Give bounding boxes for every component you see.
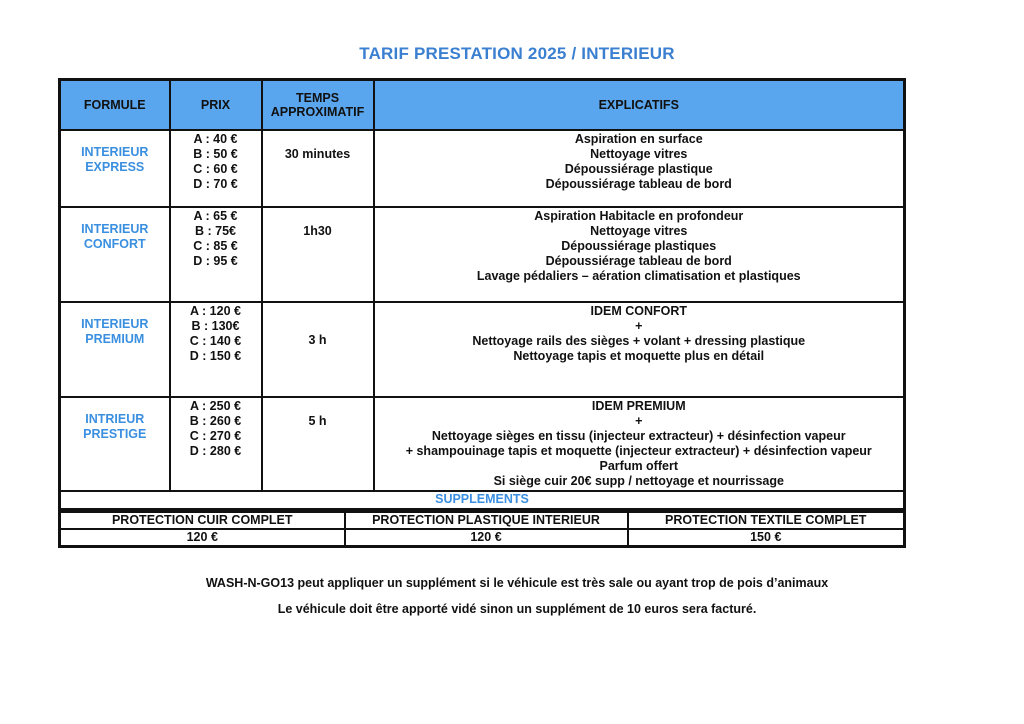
header-explicatifs: EXPLICATIFS bbox=[374, 80, 905, 131]
formule-line: PRESTIGE bbox=[83, 427, 147, 441]
prix-cell bbox=[170, 130, 262, 207]
prix-line: A : 250 € bbox=[190, 399, 241, 413]
supplement-price: 120 € bbox=[345, 529, 628, 547]
prix-cell bbox=[170, 397, 262, 491]
footer-note: Le véhicule doit être apporté vidé sinon un supplément de 10 euros sera facturé. bbox=[277, 602, 757, 616]
supplement-label: PROTECTION PLASTIQUE INTERIEUR bbox=[345, 512, 628, 530]
supplement-label: PROTECTION TEXTILE COMPLET bbox=[628, 512, 905, 530]
explicatif-line: IDEM PREMIUM bbox=[591, 399, 686, 413]
explicatifs-cell bbox=[374, 302, 905, 397]
prix-cell bbox=[170, 302, 262, 397]
prix-line: A : 120 € bbox=[190, 304, 241, 318]
prix-cell bbox=[170, 207, 262, 302]
pricing-table bbox=[58, 78, 906, 511]
explicatif-line: IDEM CONFORT bbox=[590, 304, 688, 318]
supplements-heading: SUPPLEMENTS bbox=[60, 491, 905, 510]
explicatif-line: Nettoyage sièges en tissu (injecteur extracteur) + désinfection vapeur bbox=[431, 429, 846, 443]
explicatif-line: + bbox=[635, 319, 643, 333]
formule-line: INTERIEUR bbox=[81, 222, 149, 236]
table-row bbox=[60, 130, 905, 207]
formule-line: INTERIEUR bbox=[81, 317, 149, 331]
prix-line: B : 75€ bbox=[195, 224, 236, 238]
prix-line: A : 40 € bbox=[193, 132, 238, 146]
explicatif-line: Dépoussiérage plastiques bbox=[561, 239, 717, 253]
formule-cell bbox=[60, 207, 170, 302]
explicatif-line: Parfum offert bbox=[599, 459, 678, 473]
formule-cell bbox=[60, 397, 170, 491]
prix-line: A : 65 € bbox=[193, 209, 238, 223]
temps-cell: 30 minutes bbox=[262, 130, 374, 207]
prix-line: C : 140 € bbox=[189, 334, 242, 348]
formule-line: CONFORT bbox=[83, 237, 146, 251]
explicatif-line: Dépoussiérage plastique bbox=[564, 162, 713, 176]
header-formule: FORMULE bbox=[60, 80, 170, 131]
formule-cell bbox=[60, 302, 170, 397]
pricing-table-header bbox=[60, 80, 905, 131]
explicatif-line: Nettoyage vitres bbox=[590, 224, 688, 238]
prix-line: B : 50 € bbox=[193, 147, 238, 161]
formule-line: EXPRESS bbox=[85, 160, 145, 174]
explicatif-line: Dépoussiérage tableau de bord bbox=[545, 254, 732, 268]
header-temps bbox=[262, 80, 374, 131]
temps-cell: 1h30 bbox=[262, 207, 374, 302]
supplement-price: 150 € bbox=[628, 529, 905, 547]
explicatif-line: Aspiration en surface bbox=[574, 132, 703, 146]
explicatifs-cell bbox=[374, 207, 905, 302]
supplements-prices-row bbox=[60, 529, 905, 547]
prix-line: C : 60 € bbox=[193, 162, 238, 176]
footer-note: WASH-N-GO13 peut appliquer un supplément si le véhicule est très sale ou ayant trop de pois d’animaux bbox=[205, 576, 829, 590]
explicatif-line: Nettoyage tapis et moquette plus en détail bbox=[513, 349, 765, 363]
explicatif-line: + bbox=[635, 414, 643, 428]
supplements-labels-row bbox=[60, 512, 905, 530]
table-row bbox=[60, 397, 905, 491]
formule-cell bbox=[60, 130, 170, 207]
temps-cell: 3 h bbox=[262, 302, 374, 397]
formule-line: PREMIUM bbox=[85, 332, 145, 346]
explicatifs-cell bbox=[374, 130, 905, 207]
supplement-label: PROTECTION CUIR COMPLET bbox=[60, 512, 345, 530]
header-temps-line2: APPROXIMATIF bbox=[270, 105, 365, 119]
table-row bbox=[60, 302, 905, 397]
explicatifs-cell bbox=[374, 397, 905, 491]
explicatif-line: Nettoyage vitres bbox=[590, 147, 688, 161]
header-temps-line1: TEMPS bbox=[295, 91, 340, 105]
explicatif-line: Aspiration Habitacle en profondeur bbox=[534, 209, 744, 223]
explicatif-line: + shampouinage tapis et moquette (injecteur extracteur) + désinfection vapeur bbox=[405, 444, 872, 458]
formule-line: INTERIEUR bbox=[81, 145, 149, 159]
prix-line: C : 270 € bbox=[189, 429, 242, 443]
supplements-heading-row bbox=[60, 491, 905, 510]
supplements-table bbox=[58, 510, 906, 548]
prix-line: D : 150 € bbox=[189, 349, 242, 363]
temps-cell: 5 h bbox=[262, 397, 374, 491]
explicatif-line: Si siège cuir 20€ supp / nettoyage et nourrissage bbox=[493, 474, 784, 488]
explicatif-line: Nettoyage rails des sièges + volant + dressing plastique bbox=[472, 334, 806, 348]
prix-line: D : 95 € bbox=[193, 254, 238, 268]
prix-line: D : 280 € bbox=[189, 444, 242, 458]
explicatif-line: Lavage pédaliers – aération climatisation et plastiques bbox=[476, 269, 801, 283]
table-row bbox=[60, 207, 905, 302]
page-title: TARIF PRESTATION 2025 / INTERIEUR bbox=[359, 44, 675, 63]
explicatif-line: Dépoussiérage tableau de bord bbox=[545, 177, 732, 191]
supplement-price: 120 € bbox=[60, 529, 345, 547]
prix-line: B : 260 € bbox=[189, 414, 242, 428]
formule-line: INTRIEUR bbox=[85, 412, 145, 426]
prix-line: D : 70 € bbox=[193, 177, 238, 191]
header-prix: PRIX bbox=[170, 80, 262, 131]
prix-line: C : 85 € bbox=[193, 239, 238, 253]
prix-line: B : 130€ bbox=[191, 319, 240, 333]
